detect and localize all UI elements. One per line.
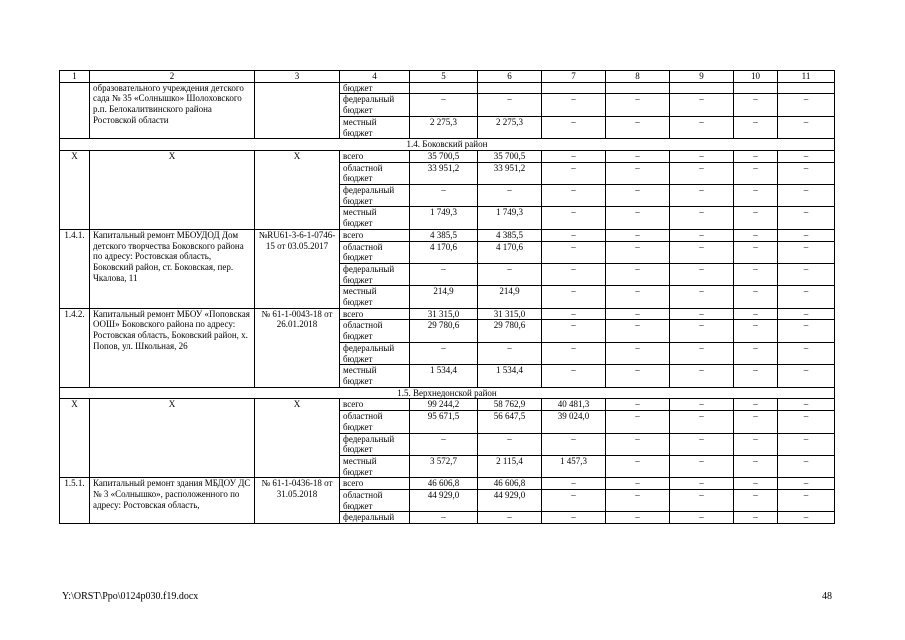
amount-cell: 1 534,4: [410, 365, 478, 387]
amount-cell: –: [410, 185, 478, 207]
amount-cell: –: [734, 116, 778, 138]
amount-cell: –: [734, 342, 778, 364]
amount-cell: –: [542, 320, 606, 342]
amount-cell: –: [670, 150, 734, 162]
amount-cell: –: [734, 241, 778, 263]
amount-cell: [670, 82, 734, 94]
amount-cell: –: [410, 263, 478, 285]
amount-cell: –: [606, 512, 670, 524]
amount-cell: –: [670, 263, 734, 285]
amount-cell: –: [542, 94, 606, 116]
amount-cell: –: [606, 94, 670, 116]
document-reference: № 61-1-0043-18 от 26.01.2018: [255, 308, 340, 387]
section-title: 1.4. Боковский район: [60, 139, 835, 151]
amount-cell: –: [778, 263, 835, 285]
amount-cell: –: [778, 207, 835, 229]
column-number-header: 1: [60, 71, 90, 83]
funding-source: местный бюджет: [340, 286, 410, 308]
funding-source: местный бюджет: [340, 365, 410, 387]
amount-cell: 214,9: [478, 286, 542, 308]
amount-cell: –: [542, 478, 606, 490]
amount-cell: 2 275,3: [478, 116, 542, 138]
funding-source: всего: [340, 229, 410, 241]
funding-source: областной бюджет: [340, 241, 410, 263]
table-row: [60, 399, 835, 411]
amount-cell: 29 780,6: [478, 320, 542, 342]
amount-cell: –: [734, 207, 778, 229]
amount-cell: –: [542, 433, 606, 455]
amount-cell: –: [670, 308, 734, 320]
amount-cell: 39 024,0: [542, 411, 606, 433]
funding-source: бюджет: [340, 82, 410, 94]
amount-cell: –: [606, 207, 670, 229]
amount-cell: –: [542, 162, 606, 184]
amount-cell: 4 385,5: [478, 229, 542, 241]
table-row: [60, 229, 835, 241]
funding-source: всего: [340, 308, 410, 320]
amount-cell: –: [542, 207, 606, 229]
amount-cell: 58 762,9: [478, 399, 542, 411]
amount-cell: –: [606, 150, 670, 162]
amount-cell: –: [606, 478, 670, 490]
amount-cell: [606, 82, 670, 94]
amount-cell: –: [778, 433, 835, 455]
amount-cell: –: [478, 263, 542, 285]
funding-source: местный бюджет: [340, 455, 410, 477]
amount-cell: –: [778, 455, 835, 477]
amount-cell: –: [670, 162, 734, 184]
amount-cell: –: [410, 342, 478, 364]
amount-cell: 2 275,3: [410, 116, 478, 138]
column-number-header: 10: [734, 71, 778, 83]
amount-cell: –: [670, 94, 734, 116]
amount-cell: –: [670, 320, 734, 342]
amount-cell: –: [606, 263, 670, 285]
amount-cell: 3 572,7: [410, 455, 478, 477]
amount-cell: –: [542, 365, 606, 387]
amount-cell: –: [542, 286, 606, 308]
amount-cell: –: [542, 512, 606, 524]
amount-cell: –: [542, 342, 606, 364]
amount-cell: –: [542, 490, 606, 512]
column-number-header: 3: [255, 71, 340, 83]
amount-cell: –: [478, 185, 542, 207]
column-number-header: 7: [542, 71, 606, 83]
amount-cell: 1 749,3: [478, 207, 542, 229]
section-title: 1.5. Верхнедонской район: [60, 387, 835, 399]
amount-cell: –: [542, 263, 606, 285]
amount-cell: 1 457,3: [542, 455, 606, 477]
amount-cell: 56 647,5: [478, 411, 542, 433]
amount-cell: –: [542, 229, 606, 241]
column-number-header: 6: [478, 71, 542, 83]
amount-cell: –: [734, 478, 778, 490]
amount-cell: [778, 82, 835, 94]
document-reference: №RU61-3-6-1-0746-15 от 03.05.2017: [255, 229, 340, 308]
amount-cell: 46 606,8: [410, 478, 478, 490]
amount-cell: 46 606,8: [478, 478, 542, 490]
amount-cell: –: [670, 478, 734, 490]
amount-cell: –: [778, 399, 835, 411]
item-name: Х: [90, 150, 255, 229]
amount-cell: –: [778, 490, 835, 512]
column-number-header: 4: [340, 71, 410, 83]
funding-source: федеральный бюджет: [340, 185, 410, 207]
amount-cell: –: [734, 512, 778, 524]
amount-cell: –: [606, 365, 670, 387]
funding-source: местный бюджет: [340, 207, 410, 229]
amount-cell: –: [670, 455, 734, 477]
amount-cell: –: [670, 411, 734, 433]
amount-cell: –: [670, 433, 734, 455]
amount-cell: 40 481,3: [542, 399, 606, 411]
column-number-header: 11: [778, 71, 835, 83]
funding-source: федеральный бюджет: [340, 433, 410, 455]
amount-cell: –: [778, 286, 835, 308]
amount-cell: –: [734, 185, 778, 207]
amount-cell: 29 780,6: [410, 320, 478, 342]
amount-cell: 31 315,0: [478, 308, 542, 320]
amount-cell: 33 951,2: [410, 162, 478, 184]
amount-cell: –: [606, 433, 670, 455]
amount-cell: –: [670, 286, 734, 308]
amount-cell: [478, 82, 542, 94]
amount-cell: 35 700,5: [410, 150, 478, 162]
item-number: [60, 82, 90, 139]
amount-cell: –: [670, 342, 734, 364]
amount-cell: –: [734, 229, 778, 241]
amount-cell: [542, 82, 606, 94]
amount-cell: –: [606, 411, 670, 433]
amount-cell: –: [778, 512, 835, 524]
amount-cell: 35 700,5: [478, 150, 542, 162]
amount-cell: –: [606, 185, 670, 207]
amount-cell: –: [606, 308, 670, 320]
amount-cell: 31 315,0: [410, 308, 478, 320]
budget-table: [59, 70, 835, 524]
item-name: Капитальный ремонт МБОУДОД Дом детского творчества Боковского района по адресу: Ростовская область, Боковский район, ст. Боковская, пер. Чкалова, 11: [90, 229, 255, 308]
amount-cell: –: [778, 478, 835, 490]
section-row: [60, 139, 835, 151]
amount-cell: –: [778, 308, 835, 320]
amount-cell: –: [778, 229, 835, 241]
amount-cell: –: [734, 490, 778, 512]
amount-cell: –: [734, 320, 778, 342]
table-row: [60, 308, 835, 320]
amount-cell: –: [670, 241, 734, 263]
amount-cell: –: [670, 207, 734, 229]
funding-source: федеральный бюджет: [340, 342, 410, 364]
amount-cell: 1 534,4: [478, 365, 542, 387]
amount-cell: 33 951,2: [478, 162, 542, 184]
amount-cell: –: [606, 320, 670, 342]
funding-source: всего: [340, 478, 410, 490]
amount-cell: 2 115,4: [478, 455, 542, 477]
amount-cell: –: [542, 116, 606, 138]
funding-source: всего: [340, 399, 410, 411]
funding-source: областной бюджет: [340, 411, 410, 433]
amount-cell: –: [734, 286, 778, 308]
funding-source: областной бюджет: [340, 162, 410, 184]
amount-cell: –: [778, 185, 835, 207]
amount-cell: –: [670, 512, 734, 524]
item-number: Х: [60, 399, 90, 478]
amount-cell: [734, 82, 778, 94]
amount-cell: –: [734, 308, 778, 320]
amount-cell: –: [606, 455, 670, 477]
amount-cell: –: [410, 94, 478, 116]
amount-cell: –: [606, 241, 670, 263]
amount-cell: –: [734, 150, 778, 162]
amount-cell: –: [606, 229, 670, 241]
amount-cell: 44 929,0: [478, 490, 542, 512]
amount-cell: –: [478, 342, 542, 364]
amount-cell: 214,9: [410, 286, 478, 308]
amount-cell: –: [778, 342, 835, 364]
amount-cell: –: [734, 433, 778, 455]
amount-cell: 95 671,5: [410, 411, 478, 433]
amount-cell: –: [778, 365, 835, 387]
item-number: Х: [60, 150, 90, 229]
amount-cell: 1 749,3: [410, 207, 478, 229]
item-name: Капитальный ремонт МБОУ «Поповская ООШ» Боковского района по адресу: Ростовская область, Боковский район, х. Попов, ул. Школьная, 26: [90, 308, 255, 387]
item-number: 1.4.1.: [60, 229, 90, 308]
funding-source: областной бюджет: [340, 320, 410, 342]
amount-cell: [410, 82, 478, 94]
amount-cell: 4 170,6: [410, 241, 478, 263]
amount-cell: –: [734, 455, 778, 477]
document-reference: [255, 82, 340, 139]
amount-cell: –: [478, 512, 542, 524]
amount-cell: –: [606, 116, 670, 138]
amount-cell: –: [778, 320, 835, 342]
page-number: 48: [822, 591, 832, 602]
table-header-row: [60, 71, 835, 83]
footer-file-path: Y:\ORST\Ppo\0124p030.f19.docx: [62, 591, 199, 602]
column-number-header: 2: [90, 71, 255, 83]
amount-cell: –: [734, 94, 778, 116]
amount-cell: 4 385,5: [410, 229, 478, 241]
item-name: образовательного учреждения детского сада № 35 «Солнышко» Шолоховского р.п. Белокалитвинского района Ростовской области: [90, 82, 255, 139]
amount-cell: –: [410, 433, 478, 455]
table-row: [60, 150, 835, 162]
amount-cell: –: [734, 411, 778, 433]
amount-cell: –: [606, 162, 670, 184]
amount-cell: –: [542, 185, 606, 207]
amount-cell: –: [778, 162, 835, 184]
amount-cell: –: [542, 241, 606, 263]
amount-cell: –: [542, 150, 606, 162]
amount-cell: –: [670, 185, 734, 207]
amount-cell: –: [734, 162, 778, 184]
amount-cell: 99 244,2: [410, 399, 478, 411]
amount-cell: –: [778, 411, 835, 433]
section-row: [60, 387, 835, 399]
amount-cell: –: [734, 399, 778, 411]
column-number-header: 9: [670, 71, 734, 83]
amount-cell: –: [778, 241, 835, 263]
amount-cell: –: [478, 433, 542, 455]
amount-cell: –: [542, 308, 606, 320]
amount-cell: –: [670, 229, 734, 241]
funding-source: местный бюджет: [340, 116, 410, 138]
amount-cell: –: [734, 365, 778, 387]
item-name: Капитальный ремонт здания МБДОУ ДС № 3 «Солнышко», расположенного по адресу: Ростовская область,: [90, 478, 255, 524]
table-row: [60, 82, 835, 94]
amount-cell: 44 929,0: [410, 490, 478, 512]
item-name: Х: [90, 399, 255, 478]
amount-cell: –: [670, 365, 734, 387]
amount-cell: –: [670, 490, 734, 512]
amount-cell: 4 170,6: [478, 241, 542, 263]
document-reference: Х: [255, 399, 340, 478]
funding-source: всего: [340, 150, 410, 162]
funding-source: федеральный бюджет: [340, 94, 410, 116]
funding-source: федеральный бюджет: [340, 263, 410, 285]
amount-cell: –: [478, 94, 542, 116]
amount-cell: –: [778, 150, 835, 162]
amount-cell: –: [606, 286, 670, 308]
amount-cell: –: [670, 116, 734, 138]
table-row: [60, 478, 835, 490]
column-number-header: 5: [410, 71, 478, 83]
funding-source: областной бюджет: [340, 490, 410, 512]
amount-cell: –: [606, 342, 670, 364]
amount-cell: –: [606, 399, 670, 411]
amount-cell: –: [606, 490, 670, 512]
amount-cell: –: [778, 116, 835, 138]
amount-cell: –: [734, 263, 778, 285]
amount-cell: –: [410, 512, 478, 524]
item-number: 1.4.2.: [60, 308, 90, 387]
amount-cell: –: [778, 94, 835, 116]
item-number: 1.5.1.: [60, 478, 90, 524]
amount-cell: –: [670, 399, 734, 411]
column-number-header: 8: [606, 71, 670, 83]
funding-source: федеральный: [340, 512, 410, 524]
document-reference: Х: [255, 150, 340, 229]
document-reference: № 61-1-0436-18 от 31.05.2018: [255, 478, 340, 524]
